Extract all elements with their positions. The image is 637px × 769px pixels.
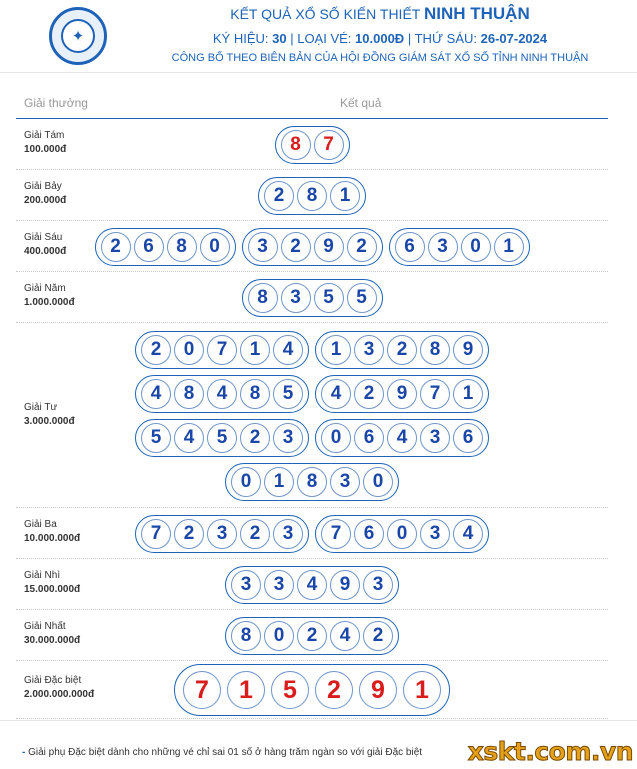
number-line: [16, 515, 608, 553]
digit-ball: 2: [297, 621, 327, 651]
number-line: [16, 617, 608, 655]
digit-ball: 0: [231, 467, 261, 497]
digit-ball: 7: [183, 671, 221, 709]
digit-ball: 6: [354, 519, 384, 549]
prize-amount: 400.000đ: [24, 246, 67, 257]
digit-ball: 0: [174, 335, 204, 365]
digit-ball: 0: [363, 467, 393, 497]
digit-ball: 4: [141, 379, 171, 409]
number-line: [16, 228, 608, 266]
digit-ball: 6: [134, 232, 164, 262]
footer-note-text: Giải phụ Đặc biệt dành cho những vé chỉ sai 01 số ở hàng trăm ngàn so với giải Đặc biệt: [28, 747, 423, 758]
prize-name: Giải Nhì: [24, 570, 61, 581]
digit-ball: 3: [363, 570, 393, 600]
digit-ball: 3: [420, 519, 450, 549]
digit-ball: 1: [453, 379, 483, 409]
prize-row: [16, 661, 608, 719]
digit-ball: 8: [240, 379, 270, 409]
results-table: [0, 72, 637, 720]
digit-ball: 9: [453, 335, 483, 365]
digit-ball: 7: [207, 335, 237, 365]
prize-name: Giải Tám: [24, 130, 65, 141]
table-header: [16, 91, 608, 119]
page-title: [130, 4, 630, 24]
digit-ball: 1: [330, 181, 360, 211]
prize-amount: 30.000.000đ: [24, 635, 81, 646]
digit-ball: 5: [271, 671, 309, 709]
digit-ball: 4: [321, 379, 351, 409]
digit-ball: 8: [281, 130, 311, 160]
bullet-icon: -: [22, 747, 26, 758]
province-name: NINH THUẬN: [423, 4, 530, 23]
footer-note: [22, 747, 522, 758]
digit-ball: 5: [207, 423, 237, 453]
digit-ball: 4: [387, 423, 417, 453]
winning-number: [135, 515, 309, 553]
number-line: [16, 566, 608, 604]
number-line: [16, 331, 608, 369]
title-prefix: KẾT QUẢ XỔ SỐ KIẾN THIẾT: [230, 6, 421, 22]
digit-ball: 2: [174, 519, 204, 549]
digit-ball: 2: [347, 232, 377, 262]
lottery-seal-icon: ✦: [49, 7, 107, 65]
number-line: [16, 463, 608, 501]
digit-ball: 0: [200, 232, 230, 262]
digit-ball: 1: [321, 335, 351, 365]
digit-ball: 8: [174, 379, 204, 409]
digit-ball: 3: [281, 283, 311, 313]
digit-ball: 8: [420, 335, 450, 365]
draw-info: KÝ HIỆU: 30 | LOẠI VÉ: 10.000Đ | THỨ SÁU: 26-07-2024: [212, 31, 548, 46]
winning-number: [242, 228, 383, 266]
prize-amount: 100.000đ: [24, 144, 67, 155]
digit-ball: 6: [354, 423, 384, 453]
digit-ball: 2: [354, 379, 384, 409]
prize-row: [16, 610, 608, 661]
prize-amount: 3.000.000đ: [24, 416, 75, 427]
digit-ball: 3: [420, 423, 450, 453]
digit-ball: 3: [273, 423, 303, 453]
winning-number: [135, 419, 309, 457]
winning-number: [315, 515, 489, 553]
digit-ball: 9: [359, 671, 397, 709]
prize-row: [16, 221, 608, 272]
digit-ball: 5: [314, 283, 344, 313]
prize-row: [16, 323, 608, 508]
digit-ball: 2: [101, 232, 131, 262]
digit-ball: 6: [453, 423, 483, 453]
column-header-result: Kết quả: [340, 96, 382, 110]
prize-amount: 200.000đ: [24, 195, 67, 206]
winning-number: [95, 228, 236, 266]
winning-number: [225, 463, 399, 501]
digit-ball: 2: [240, 423, 270, 453]
digit-ball: 8: [297, 467, 327, 497]
winning-number: [275, 126, 350, 164]
prize-row: [16, 559, 608, 610]
subtitle: CÔNG BỐ THEO BIÊN BẢN CỦA HỘI ĐỒNG GIÁM SÁT XỔ SỐ TỈNH NINH THUẬN: [171, 52, 589, 64]
digit-ball: 8: [231, 621, 261, 651]
prize-name: Giải Đặc biệt: [24, 675, 82, 686]
winning-number: [315, 331, 489, 369]
digit-ball: 2: [264, 181, 294, 211]
digit-ball: 9: [387, 379, 417, 409]
symbol-label: KÝ HIỆU:: [212, 31, 269, 46]
prize-amount: 10.000.000đ: [24, 533, 81, 544]
digit-ball: 4: [174, 423, 204, 453]
ticket-label: LOẠI VÉ:: [297, 31, 352, 46]
digit-ball: 7: [420, 379, 450, 409]
digit-ball: 2: [240, 519, 270, 549]
digit-ball: 7: [321, 519, 351, 549]
number-line: [16, 419, 608, 457]
digit-ball: 3: [330, 467, 360, 497]
digit-ball: 2: [315, 671, 353, 709]
digit-ball: 8: [297, 181, 327, 211]
draw-date: 26-07-2024: [480, 31, 548, 46]
digit-ball: 6: [395, 232, 425, 262]
digit-ball: 5: [347, 283, 377, 313]
prize-name: Giải Sáu: [24, 232, 63, 243]
prize-amount: 15.000.000đ: [24, 584, 81, 595]
digit-ball: 4: [453, 519, 483, 549]
number-line: [16, 375, 608, 413]
winning-number: [174, 664, 450, 716]
prize-row: [16, 170, 608, 221]
winning-number: [242, 279, 383, 317]
footer: [0, 720, 637, 769]
digit-ball: 2: [281, 232, 311, 262]
brand-watermark[interactable]: xskt.com.vn: [467, 737, 633, 766]
winning-number: [225, 617, 399, 655]
winning-number: [225, 566, 399, 604]
digit-ball: 0: [387, 519, 417, 549]
number-line: [16, 279, 608, 317]
prize-amount: 1.000.000đ: [24, 297, 75, 308]
digit-ball: 4: [273, 335, 303, 365]
prize-name: Giải Tư: [24, 402, 58, 413]
prize-name: Giải Năm: [24, 283, 66, 294]
ticket-value: 10.000Đ: [355, 31, 405, 46]
day-label: THỨ SÁU:: [414, 31, 477, 46]
digit-ball: 7: [314, 130, 344, 160]
digit-ball: 1: [227, 671, 265, 709]
digit-ball: 5: [273, 379, 303, 409]
winning-number: [258, 177, 366, 215]
winning-number: [389, 228, 530, 266]
digit-ball: 1: [403, 671, 441, 709]
digit-ball: 3: [248, 232, 278, 262]
digit-ball: 3: [264, 570, 294, 600]
symbol-value: 30: [272, 31, 287, 46]
prize-amount: 2.000.000.000đ: [24, 689, 95, 700]
prize-row: [16, 272, 608, 323]
prize-name: Giải Bảy: [24, 181, 62, 192]
digit-ball: 2: [387, 335, 417, 365]
digit-ball: 5: [141, 423, 171, 453]
number-line: [16, 664, 608, 716]
digit-ball: 0: [461, 232, 491, 262]
column-header-prize: Giải thưởng: [24, 96, 88, 110]
prize-name: Giải Nhất: [24, 621, 66, 632]
digit-ball: 3: [273, 519, 303, 549]
digit-ball: 0: [264, 621, 294, 651]
prize-row: [16, 119, 608, 170]
digit-ball: 1: [240, 335, 270, 365]
results-header: [0, 0, 637, 72]
winning-number: [135, 331, 309, 369]
digit-ball: 3: [354, 335, 384, 365]
digit-ball: 2: [363, 621, 393, 651]
prize-name: Giải Ba: [24, 519, 57, 530]
winning-number: [135, 375, 309, 413]
digit-ball: 4: [297, 570, 327, 600]
digit-ball: 0: [321, 423, 351, 453]
digit-ball: 4: [330, 621, 360, 651]
digit-ball: 9: [330, 570, 360, 600]
digit-ball: 3: [207, 519, 237, 549]
digit-ball: 4: [207, 379, 237, 409]
digit-ball: 2: [141, 335, 171, 365]
digit-ball: 3: [428, 232, 458, 262]
number-line: [16, 177, 608, 215]
digit-ball: 1: [264, 467, 294, 497]
digit-ball: 1: [494, 232, 524, 262]
digit-ball: 8: [167, 232, 197, 262]
winning-number: [315, 419, 489, 457]
digit-ball: 3: [231, 570, 261, 600]
digit-ball: 8: [248, 283, 278, 313]
digit-ball: 9: [314, 232, 344, 262]
winning-number: [315, 375, 489, 413]
digit-ball: 7: [141, 519, 171, 549]
number-line: [16, 126, 608, 164]
prize-row: [16, 508, 608, 559]
